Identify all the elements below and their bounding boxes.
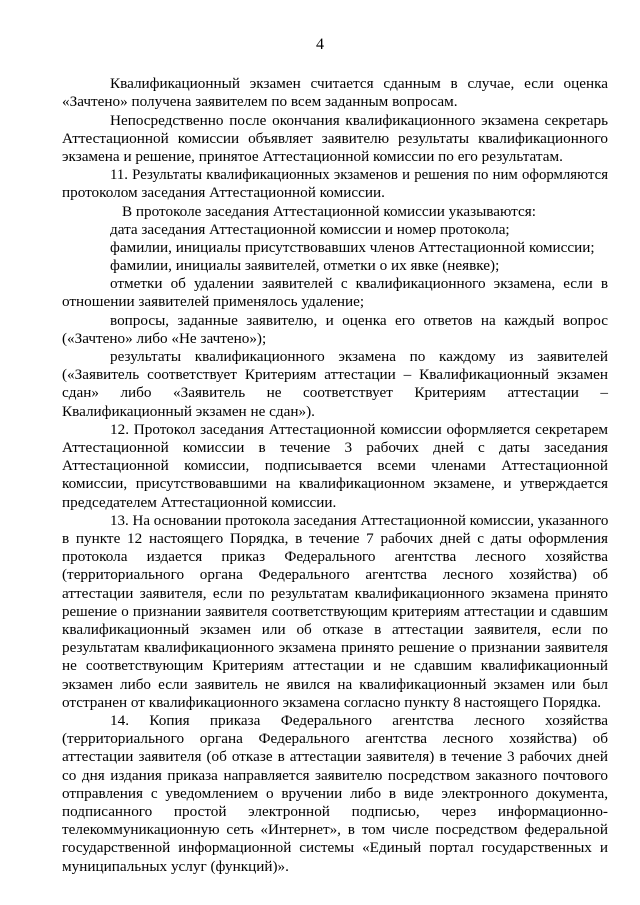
- text-line: дата заседания Аттестационной комиссии и номер протокола;: [110, 221, 510, 238]
- text-line: результатам квалификационного экзамена принято решение о признании заявителя: [62, 639, 608, 656]
- text-line: 12. Протокол заседания Аттестационной комиссии оформляется секретарем: [110, 421, 608, 438]
- text-line: 14. Копия приказа Федерального агентства лесного хозяйства: [110, 712, 608, 729]
- text-line: отправления с уведомлением о вручении либо в виде электронного документа,: [62, 785, 608, 802]
- page-number: 4: [316, 36, 324, 53]
- text-line: отстранен от квалификационного экзамена согласно пункту 8 настоящего Порядка.: [62, 694, 602, 711]
- text-line: вопросы, заданные заявителю, и оценка его ответов на каждый вопрос: [110, 312, 608, 329]
- text-line: государственной информационной системы «Единый портал государственных и: [62, 839, 608, 856]
- text-line: В протоколе заседания Аттестационной комиссии указываются:: [122, 203, 536, 220]
- text-line: 11. Результаты квалификационных экзаменов и решения по ним оформляются: [110, 167, 608, 183]
- text-line: («Заявитель соответствует Критериям аттестации – Квалификационный экзамен: [62, 366, 608, 383]
- text-line: аттестации заявителя, если по результатам квалификационного экзамена принято: [62, 585, 608, 602]
- text-line: экзамен либо если заявитель не явился на квалификационный экзамен или был: [62, 676, 608, 693]
- text-line: телекоммуникационную сеть «Интернет», в том числе посредством федеральной: [62, 821, 608, 838]
- text-line: фамилии, инициалы присутствовавших членов Аттестационной комиссии;: [110, 239, 595, 256]
- text-line: фамилии, инициалы заявителей, отметки о их явке (неявке);: [110, 257, 500, 274]
- text-line: экзамена и решение, принятое Аттестационной комиссии по его результатам.: [62, 148, 563, 165]
- text-line: «Зачтено» получена заявителем по всем заданным вопросам.: [62, 93, 458, 110]
- text-line: отметки об удалении заявителей с квалификационного экзамена, если в: [110, 275, 608, 292]
- text-line: (территориального органа Федерального агентства лесного хозяйства) об: [62, 730, 608, 747]
- text-line: подписанного простой электронной подписью, через информационно-: [62, 803, 608, 820]
- text-line: квалификационный экзамен или об отказе в аттестации заявителя, если по: [62, 621, 608, 638]
- text-line: Квалификационный экзамен считается сданным в случае, если оценка: [110, 75, 608, 92]
- text-line: 13. На основании протокола заседания Аттестационной комиссии, указанного: [110, 513, 609, 529]
- text-line: аттестации заявителя (об отказе в аттестации заявителя) в течение 3 рабочих дней: [62, 748, 608, 765]
- text-line: («Зачтено» либо «Не зачтено»);: [62, 330, 267, 347]
- text-line: Аттестационной комиссии объявляет заявителю результаты квалификационного: [62, 130, 608, 147]
- text-line: председателем Аттестационной комиссии.: [62, 494, 337, 511]
- text-line: Квалификационный экзамен не сдан»).: [62, 403, 315, 420]
- text-line: решение о признании заявителя соответствующим критериям аттестации и сдавшим: [62, 604, 608, 620]
- text-line: со дня издания приказа направляется заявителю посредством заказного почтового: [62, 767, 608, 784]
- text-line: отношении заявителей применялось удаление;: [62, 293, 365, 310]
- text-line: в пункте 12 настоящего Порядка, в течение 7 рабочих дней с даты оформления: [62, 530, 608, 547]
- text-line: Аттестационной комиссии в течение 3 рабочих дней с даты заседания: [62, 439, 608, 456]
- text-line: результаты квалификационного экзамена по каждому из заявителей: [110, 348, 608, 365]
- text-line: муниципальных услуг (функций)».: [62, 858, 289, 875]
- text-line: протоколом заседания Аттестационной комиссии.: [62, 184, 385, 201]
- text-line: не соответствующим Критериям аттестации и не сдавшим квалификационный: [62, 657, 608, 674]
- text-line: протокола издается приказ Федерального агентства лесного хозяйства: [62, 548, 608, 565]
- text-line: сдан» либо «Заявитель не соответствует Критериям аттестации –: [62, 384, 608, 401]
- text-line: Аттестационной комиссии, подписывается всеми членами Аттестационной: [62, 457, 608, 474]
- text-line: комиссии, присутствовавшими на квалификационном экзамене, и утверждается: [62, 475, 608, 492]
- text-line: (территориального органа Федерального агентства лесного хозяйства) об: [62, 566, 608, 583]
- text-line: Непосредственно после окончания квалификационного экзамена секретарь: [110, 112, 608, 129]
